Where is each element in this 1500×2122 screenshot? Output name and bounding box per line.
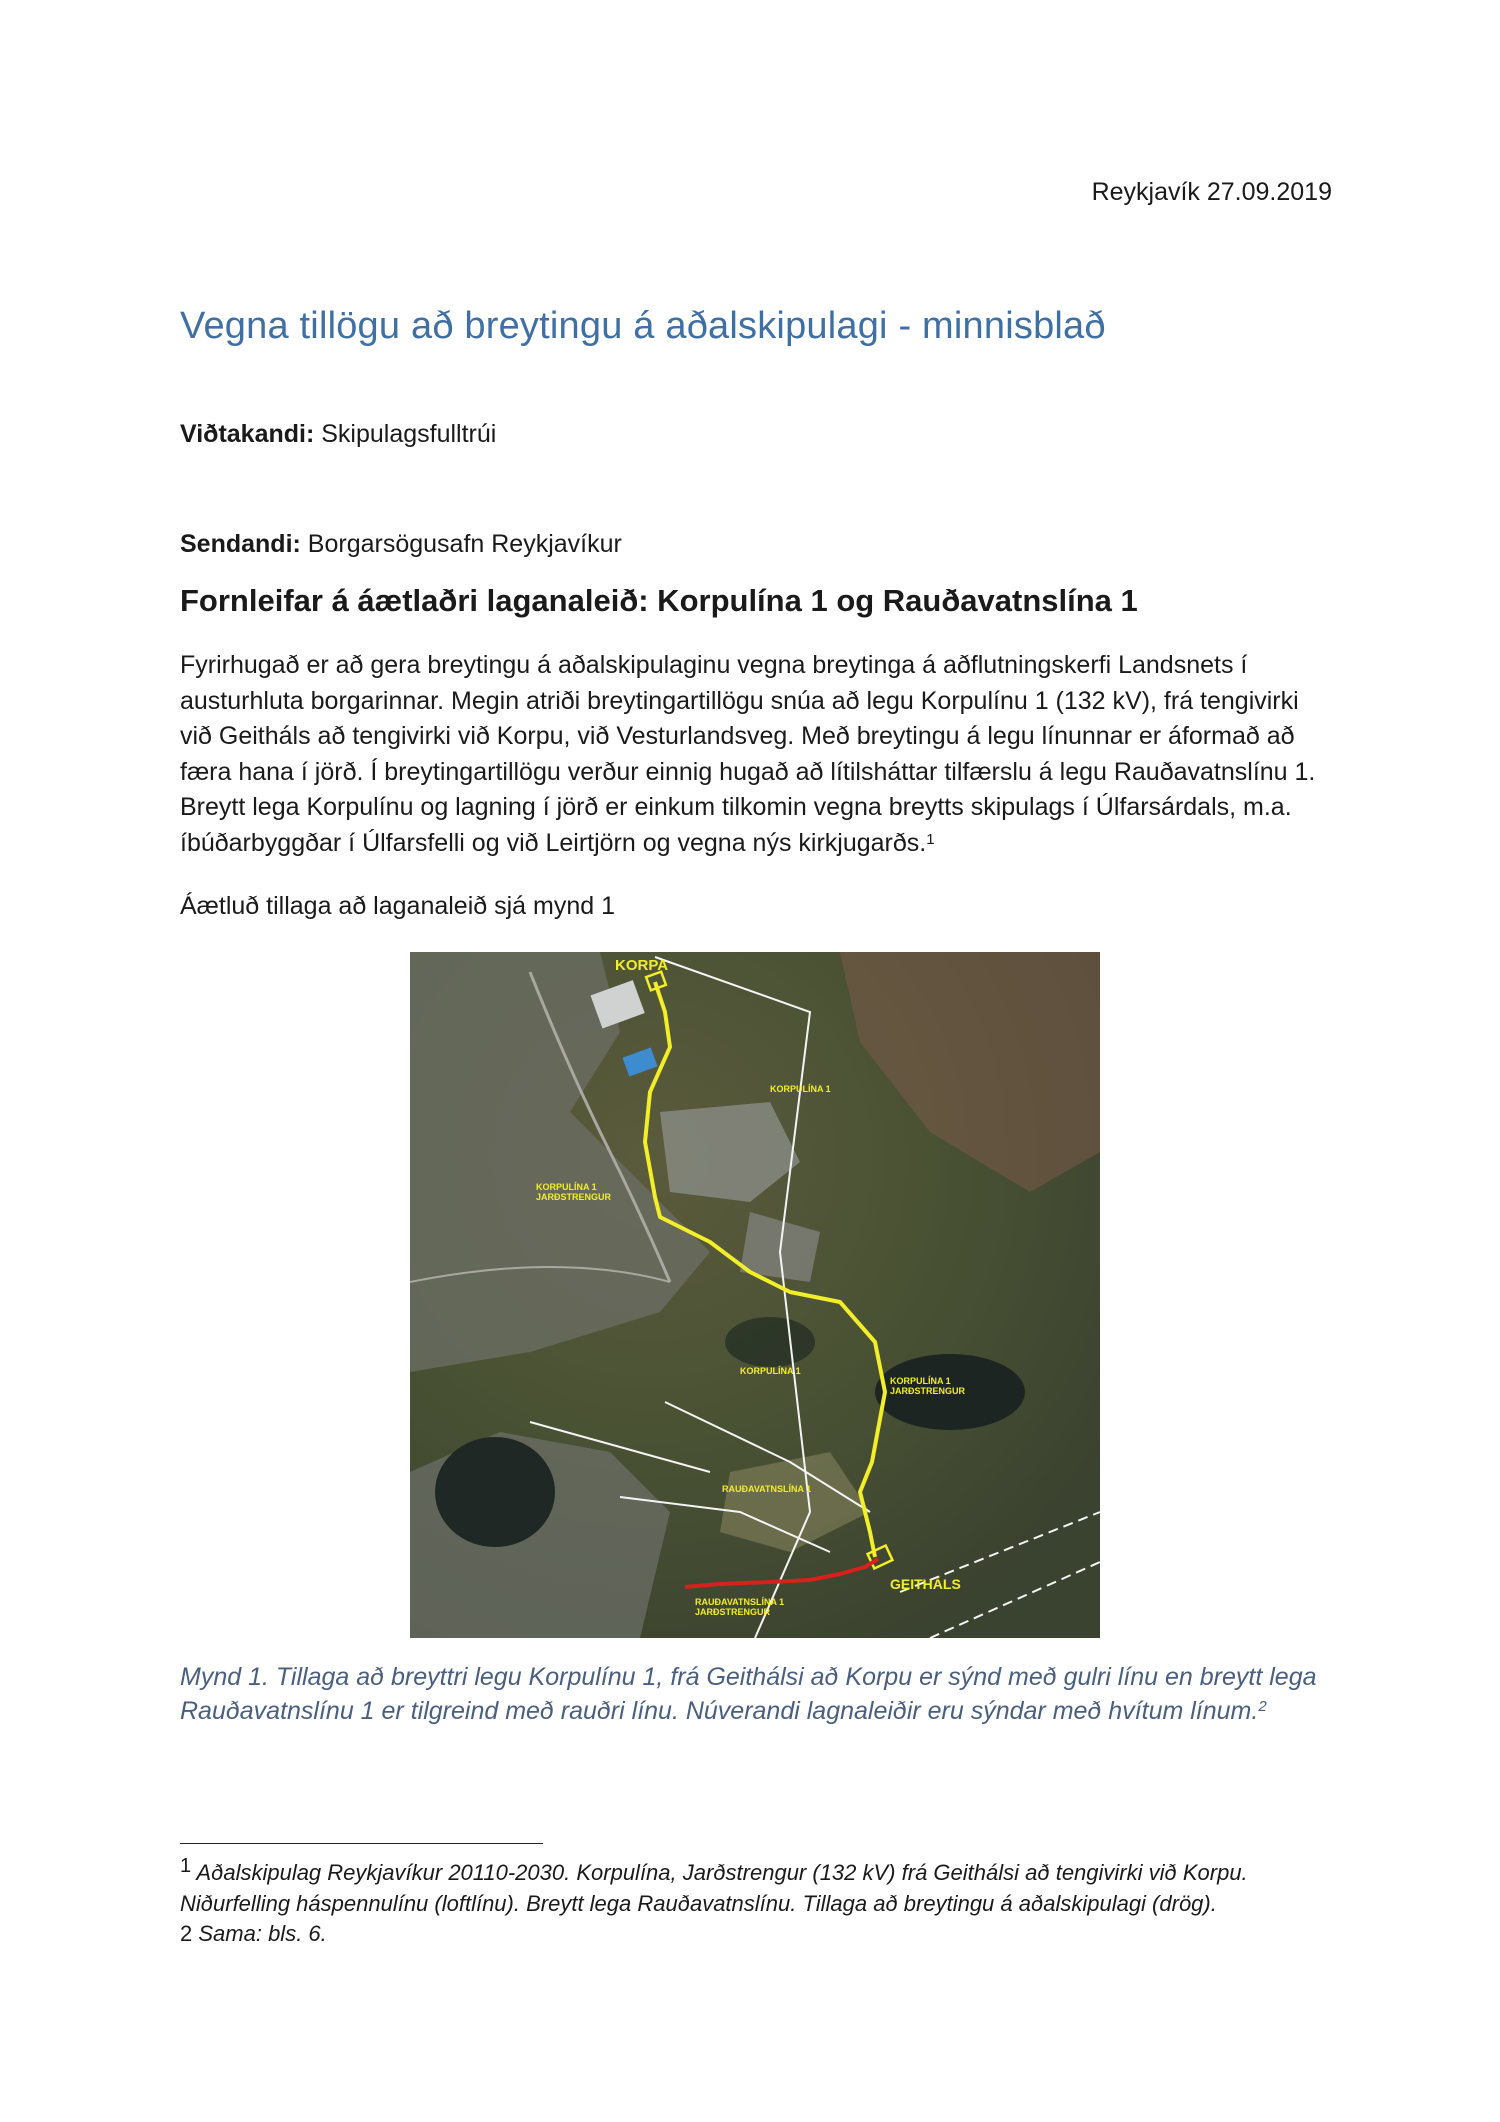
label-korpulina-jardstrengur-2: JARÐSTRENGUR (536, 1192, 612, 1202)
label-raudavatnslina: RAUÐAVATNSLÍNA 1 (722, 1484, 812, 1494)
footnote-2 (180, 1919, 1350, 1949)
footnote-ref-1[interactable]: 1 (926, 830, 935, 848)
recipient-line (180, 420, 496, 449)
figure-reference: Áætluð tillaga að laganaleið sjá mynd 1 (180, 892, 615, 920)
sender-label: Sendandi: (180, 530, 301, 558)
document-date: Reykjavík 27.09.2019 (1091, 178, 1332, 206)
label-korpulina-right-1: KORPULÍNA 1 (890, 1376, 951, 1386)
label-korpulina-jardstrengur-1: KORPULÍNA 1 (536, 1182, 597, 1192)
label-geithals: GEITHÁLS (890, 1576, 961, 1592)
section-heading: Fornleifar á áætlaðri laganaleið: Korpulína 1 og Rauðavatnslína 1 (180, 583, 1138, 618)
label-korpulina-mid: KORPULÍNA 1 (740, 1366, 801, 1376)
footnote-divider (180, 1843, 543, 1844)
footnote-1 (180, 1855, 1350, 1919)
body-paragraph-text: Fyrirhugað er að gera breytingu á aðalskipulaginu vegna breytinga á aðflutningskerfi Landsnets í austurhluta borgarinnar. Megin atriði breytingartillögu snúa að legu Korpulínu 1 (132 kV), frá tengivirki við Geitháls að tengivirki við Korpu, við Vesturlandsveg. Með breytingu á legu línunnar er áformað að færa hana í jörð. Í breytingartillögu verður einnig hugað að lítilsháttar tilfærslu á legu Rauðavatnslínu 1. Breytt lega Korpulínu og lagning í jörð er einkum tilkomin vegna breytts skipulags í Úlfarsárdals, m.a. íbúðarbyggðar í Úlfarsfelli og við Leirtjörn og vegna nýs kirkjugarðs. (180, 651, 1316, 857)
footnote-2-text: Sama: bls. 6. (198, 1921, 327, 1946)
label-korpulina-top: KORPULÍNA 1 (770, 1084, 831, 1094)
footnote-1-number: 1 (180, 1855, 192, 1877)
pond (725, 1317, 815, 1367)
route-map-figure (410, 952, 1100, 1638)
sender-value: Borgarsögusafn Reykjavíkur (307, 530, 622, 558)
footnote-1-text: Aðalskipulag Reykjavíkur 20110-2030. Korpulína, Jarðstrengur (132 kV) frá Geithálsi að tengivirki við Korpu. Niðurfelling háspennulínu (loftlínu). Breytt lega Rauðavatnslínu. Tillaga að breytingu á aðalskipulagi (drög). (180, 1860, 1248, 1916)
footnote-ref-2[interactable]: 2 (1258, 1698, 1267, 1715)
figure-caption-text: Mynd 1. Tillaga að breyttri legu Korpulínu 1, frá Geithálsi að Korpu er sýnd með gulri línu en breytt lega Rauðavatnslínu 1 er tilgreind með rauðri línu. Núverandi lagnaleiðir eru sýndar með hvítum línum. (180, 1663, 1317, 1725)
label-raudavatnslina-bottom-2: JARÐSTRENGUR (695, 1607, 771, 1617)
label-raudavatnslina-bottom-1: RAUÐAVATNSLÍNA 1 (695, 1597, 785, 1607)
footnote-2-number: 2 (180, 1921, 193, 1946)
lake-west (435, 1437, 555, 1547)
recipient-label: Viðtakandi: (180, 420, 315, 448)
sender-line (180, 530, 622, 559)
figure-caption (180, 1660, 1330, 1728)
footnotes (180, 1855, 1350, 1949)
body-paragraph (180, 648, 1330, 861)
label-korpulina-right-2: JARÐSTRENGUR (890, 1386, 966, 1396)
route-map (410, 952, 1100, 1638)
label-korpa: KORPA (615, 957, 669, 974)
recipient-value: Skipulagsfulltrúi (321, 420, 497, 448)
document-title: Vegna tillögu að breytingu á aðalskipulagi - minnisblað (180, 305, 1106, 347)
